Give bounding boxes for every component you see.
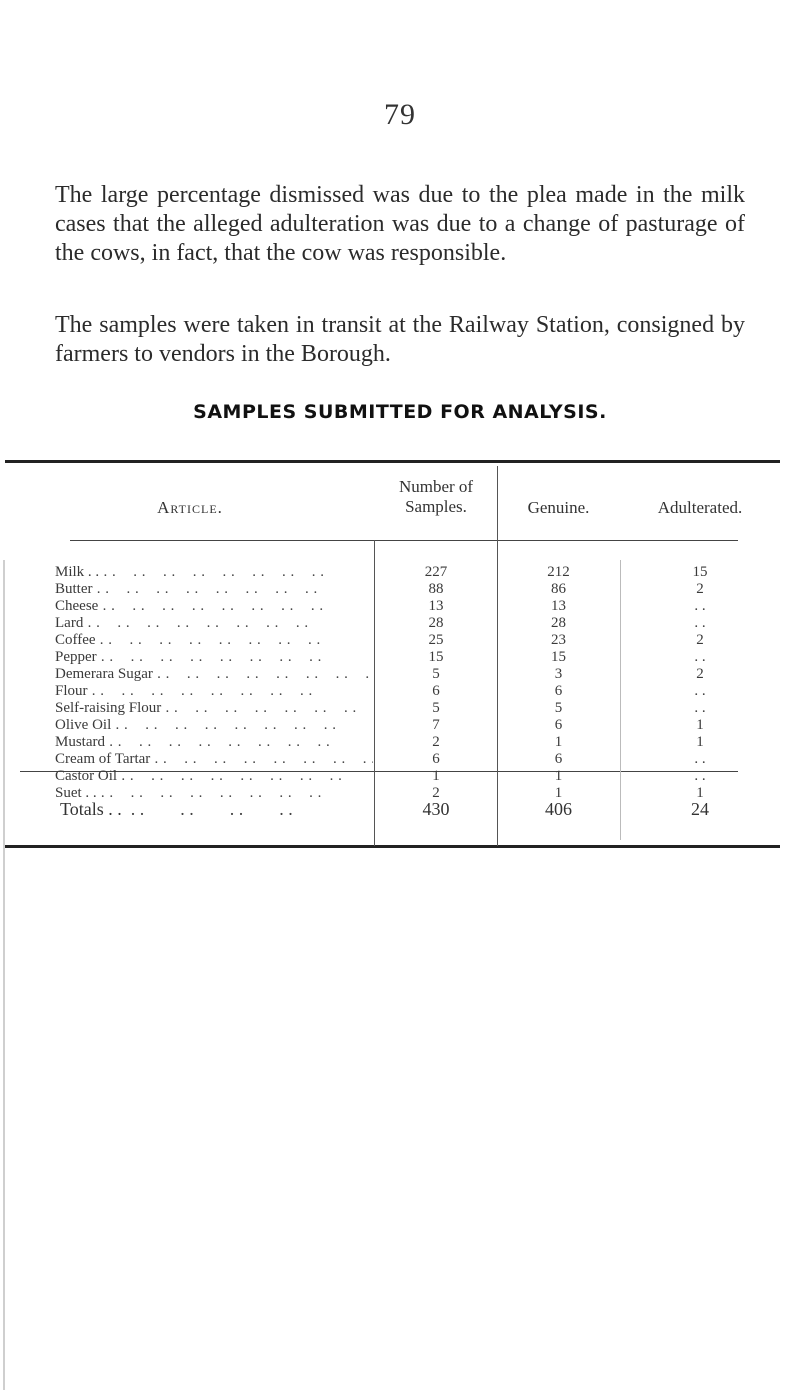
table-top-rule <box>5 460 780 463</box>
header-number-of-samples: Number of Samples. <box>398 477 474 516</box>
cell-adulterated: 1 <box>696 717 704 733</box>
cell-adulterated: . . <box>694 598 706 614</box>
table-row <box>0 615 800 632</box>
cell-genuine: 6 <box>554 751 563 767</box>
header-adulterated: Adulterated. <box>657 498 743 517</box>
table-row <box>0 700 800 717</box>
totals-samples: 430 <box>422 799 450 819</box>
cell-adulterated: . . <box>694 683 706 699</box>
header-bottom-rule <box>70 540 738 541</box>
table-title: SAMPLES SUBMITTED FOR ANALYSIS. <box>193 401 607 423</box>
cell-genuine: 86 <box>551 581 566 597</box>
cell-article: Mustard . . <box>55 734 373 751</box>
cell-genuine: 15 <box>551 649 566 665</box>
table-row <box>0 598 800 615</box>
cell-adulterated: . . <box>694 700 706 716</box>
table-row <box>0 768 800 785</box>
cell-adulterated: . . <box>694 751 706 767</box>
cell-article: Pepper . . <box>55 649 373 666</box>
table-row <box>0 581 800 598</box>
cell-samples: 15 <box>428 649 444 665</box>
cell-samples: 25 <box>428 632 444 648</box>
table-row <box>0 751 800 768</box>
cell-article: Cream of Tartar . . <box>55 751 373 768</box>
cell-adulterated: . . <box>694 649 706 665</box>
page-number: 79 <box>384 98 416 131</box>
paragraph-samples-transit: The samples were taken in transit at the Railway Station, consigned by farmers to vendors in the Borough. <box>55 312 745 367</box>
cell-article: Butter . . <box>55 581 373 598</box>
cell-article: Flour . . <box>55 683 373 700</box>
cell-samples: 2 <box>432 734 440 750</box>
cell-article: Self-raising Flour . . <box>55 700 373 717</box>
cell-genuine: 6 <box>554 683 563 699</box>
header-article: Article. <box>157 498 223 517</box>
table-row <box>0 649 800 666</box>
cell-article: Lard . . <box>55 615 373 632</box>
cell-samples: 2 <box>432 785 440 801</box>
cell-samples: 1 <box>432 768 440 784</box>
cell-genuine: 6 <box>554 717 563 733</box>
header-genuine: Genuine. <box>527 498 590 517</box>
cell-samples: 13 <box>428 598 444 614</box>
cell-adulterated: 1 <box>696 785 704 801</box>
cell-genuine: 3 <box>554 666 563 682</box>
cell-genuine: 5 <box>554 700 563 716</box>
cell-adulterated: 1 <box>696 734 704 750</box>
cell-samples: 5 <box>432 700 440 716</box>
cell-article: Coffee . . <box>55 632 373 649</box>
cell-samples: 227 <box>424 564 448 580</box>
table-row <box>0 632 800 649</box>
cell-samples: 6 <box>432 751 440 767</box>
cell-samples: 28 <box>428 615 444 631</box>
cell-article: Olive Oil . . <box>55 717 373 734</box>
table-row <box>0 717 800 734</box>
totals-adulterated: 24 <box>691 799 709 819</box>
cell-adulterated: 2 <box>696 632 704 648</box>
cell-article: Cheese . . <box>55 598 373 615</box>
cell-adulterated: 2 <box>696 666 704 682</box>
cell-samples: 88 <box>428 581 444 597</box>
cell-genuine: 1 <box>554 768 563 784</box>
totals-row <box>0 799 800 823</box>
cell-genuine: 13 <box>551 598 566 614</box>
cell-article: Milk . . . . <box>55 564 373 581</box>
cell-samples: 7 <box>432 717 440 733</box>
cell-adulterated: . . <box>694 615 706 631</box>
table-bottom-rule <box>5 845 780 848</box>
table-body <box>0 564 800 802</box>
cell-adulterated: 2 <box>696 581 704 597</box>
cell-genuine: 23 <box>551 632 566 648</box>
cell-adulterated: 15 <box>692 564 708 580</box>
cell-adulterated: . . <box>694 768 706 784</box>
cell-genuine: 212 <box>547 564 570 580</box>
cell-genuine: 1 <box>554 734 563 750</box>
cell-samples: 5 <box>432 666 440 682</box>
totals-label: Totals . . . . <box>60 799 373 820</box>
cell-genuine: 1 <box>554 785 563 801</box>
table-row <box>0 564 800 581</box>
cell-article: Castor Oil . . <box>55 768 373 785</box>
cell-samples: 6 <box>432 683 440 699</box>
table-row <box>0 734 800 751</box>
paragraph-milk-cases: The large percentage dismissed was due to the plea made in the milk cases that the alleged adulteration was due to a change of pasturage of the cows, in fact, that the cow was responsible. <box>55 182 745 266</box>
cell-article: Demerara Sugar . . <box>55 666 373 683</box>
table-row <box>0 666 800 683</box>
totals-genuine: 406 <box>545 799 572 819</box>
cell-genuine: 28 <box>551 615 566 631</box>
cell-article: Suet . . . . <box>55 785 373 802</box>
table-row <box>0 683 800 700</box>
